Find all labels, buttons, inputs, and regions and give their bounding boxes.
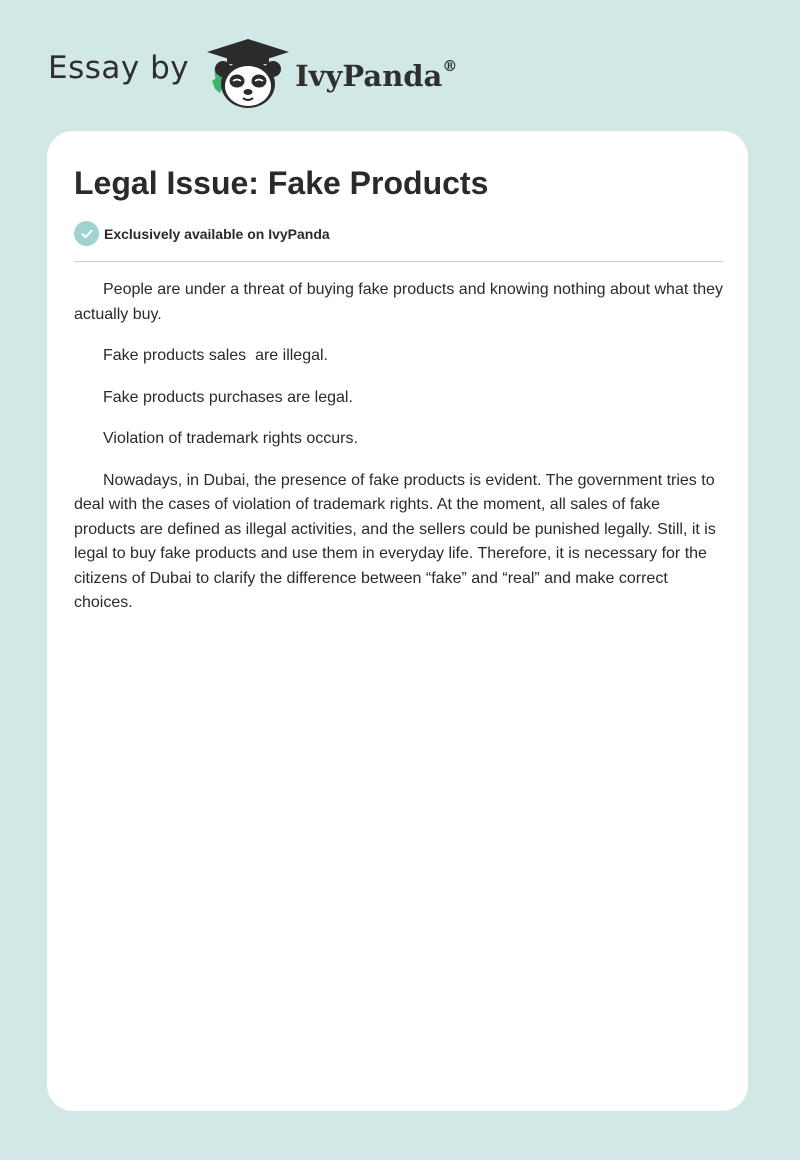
exclusive-badge-text: Exclusively available on IvyPanda	[104, 225, 330, 242]
divider	[74, 261, 723, 262]
brand-name-text: IvyPanda	[295, 59, 443, 93]
panda-graduate-logo-icon	[203, 37, 293, 111]
brand-prefix: Essay by	[48, 50, 190, 86]
essay-paragraph: Nowadays, in Dubai, the presence of fake products is evident. The government tries to deal with the cases of violation of trademark rights. At the moment, all sales of fake products are defined as illegal activities, and the sellers could be punished legally. Still, it is legal to buy fake products and use them in everyday life. Therefore, it is necessary for the citizens of Dubai to clarify the difference between “fake” and “real” and make correct choices.	[74, 471, 721, 611]
essay-paragraph: Violation of trademark rights occurs.	[103, 430, 358, 447]
exclusive-badge	[74, 221, 330, 246]
brand-header	[48, 34, 457, 114]
essay-paragraph: Fake products purchases are legal.	[103, 388, 353, 406]
registered-mark: ®	[442, 57, 458, 76]
essay-card	[47, 131, 748, 1111]
essay-paragraph: Fake products sales are illegal.	[103, 347, 328, 364]
essay-paragraph: People are under a threat of buying fake products and knowing nothing about what they actually buy.	[74, 281, 728, 323]
check-icon	[74, 221, 99, 246]
brand-name	[295, 59, 457, 93]
essay-body	[74, 278, 728, 633]
essay-title: Legal Issue: Fake Products	[74, 165, 489, 201]
